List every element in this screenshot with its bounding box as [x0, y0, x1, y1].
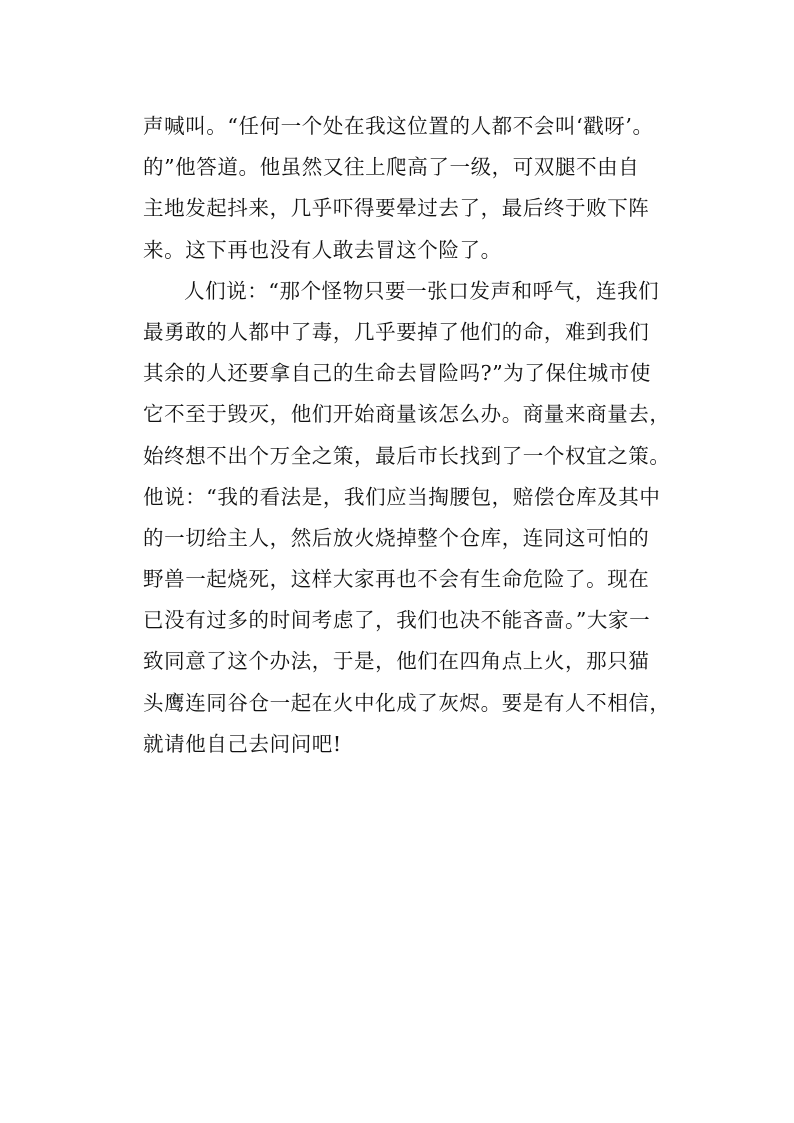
text-line: 它不至于毁灭，他们开始商量该怎么办。商量来商量去，: [143, 402, 671, 427]
text-line: 的”他答道。他虽然又往上爬高了一级，可双腿不由自: [143, 155, 640, 180]
text-line: 其余的人还要拿自己的生命去冒险吗?”为了保住城市使: [143, 361, 651, 386]
text-line: 最勇敢的人都中了毒，几乎要掉了他们的命，难到我们: [143, 319, 650, 344]
text-line: 就请他自己去问问吧!: [143, 731, 342, 756]
paragraph-start-line: 人们说：“那个怪物只要一张口发声和呼气，连我们: [184, 278, 660, 303]
text-line: 始终想不出个万全之策，最后市长找到了一个权宜之策。: [143, 443, 671, 468]
text-line: 致同意了这个办法，于是，他们在四角点上火，那只猫: [143, 649, 650, 674]
text-line: 头鹰连同谷仓一起在火中化成了灰烬。要是有人不相信，: [143, 690, 671, 715]
text-line: 来。这下再也没有人敢去冒这个险了。: [143, 237, 502, 262]
text-line: 主地发起抖来，几乎吓得要晕过去了，最后终于败下阵: [143, 196, 650, 221]
text-line: 已没有过多的时间考虑了，我们也决不能吝啬。”大家一: [143, 608, 651, 633]
text-line: 声喊叫。“任何一个处在我这位置的人都不会叫‘戳呀’。: [143, 114, 654, 138]
story-text: [143, 106, 671, 765]
text-line: 他说：“我的看法是，我们应当掏腰包，赔偿仓库及其中: [143, 484, 661, 509]
text-line: 的一切给主人，然后放火烧掉整个仓库，连同这可怕的: [143, 525, 650, 550]
text-line: 野兽一起烧死，这样大家再也不会有生命危险了。现在: [143, 567, 650, 592]
